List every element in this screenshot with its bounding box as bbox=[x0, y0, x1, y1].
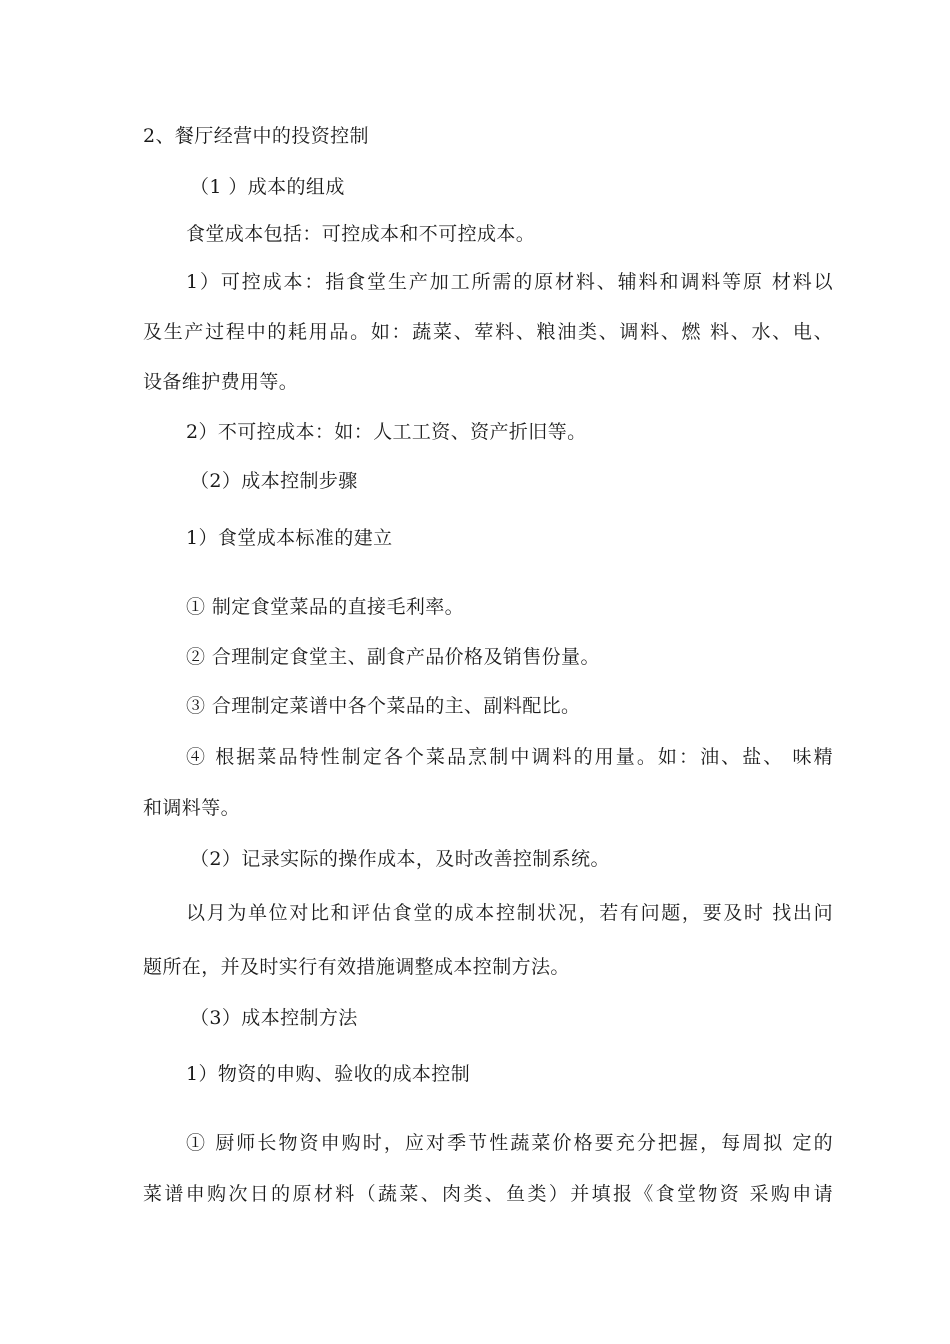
list-item: ① 厨师长物资申购时，应对季节性蔬菜价格要充分把握，每周拟 定的 bbox=[186, 1132, 833, 1154]
list-item: ② 合理制定食堂主、副食产品价格及销售份量。 bbox=[186, 646, 600, 668]
list-item: ③ 合理制定菜谱中各个菜品的主、副料配比。 bbox=[186, 695, 581, 717]
list-item: ④ 根据菜品特性制定各个菜品烹制中调料的用量。如：油、盐、 味精 bbox=[186, 746, 833, 768]
paragraph-line: 1）食堂成本标准的建立 bbox=[186, 527, 393, 549]
paragraph-line: 及生产过程中的耗用品。如：蔬菜、荤料、粮油类、调料、燃 料、水、电、 bbox=[143, 321, 833, 343]
paragraph-line: 1）可控成本：指食堂生产加工所需的原材料、辅料和调料等原 材料以 bbox=[186, 271, 833, 293]
list-item: ① 制定食堂菜品的直接毛利率。 bbox=[186, 596, 465, 618]
paragraph-line: 题所在，并及时实行有效措施调整成本控制方法。 bbox=[143, 956, 570, 978]
paragraph-line: 菜谱申购次日的原材料（蔬菜、肉类、鱼类）并填报《食堂物资 采购申请 bbox=[143, 1183, 833, 1205]
paragraph-line: （2）记录实际的操作成本，及时改善控制系统。 bbox=[190, 848, 610, 870]
paragraph-line: 设备维护费用等。 bbox=[143, 371, 299, 393]
subsection-heading-cost-composition: （1 ）成本的组成 bbox=[190, 176, 345, 198]
paragraph-line: 2）不可控成本：如：人工工资、资产折旧等。 bbox=[186, 421, 587, 443]
subsection-heading-control-steps: （2）成本控制步骤 bbox=[190, 470, 358, 492]
paragraph-line: 和调料等。 bbox=[143, 797, 241, 819]
paragraph-line: 以月为单位对比和评估食堂的成本控制状况，若有问题，要及时 找出问 bbox=[186, 902, 833, 924]
paragraph-line: 1）物资的申购、验收的成本控制 bbox=[186, 1063, 471, 1085]
paragraph-line: 食堂成本包括：可控成本和不可控成本。 bbox=[186, 223, 536, 245]
section-heading: 2、餐厅经营中的投资控制 bbox=[143, 125, 369, 147]
subsection-heading-control-methods: （3）成本控制方法 bbox=[190, 1007, 358, 1029]
